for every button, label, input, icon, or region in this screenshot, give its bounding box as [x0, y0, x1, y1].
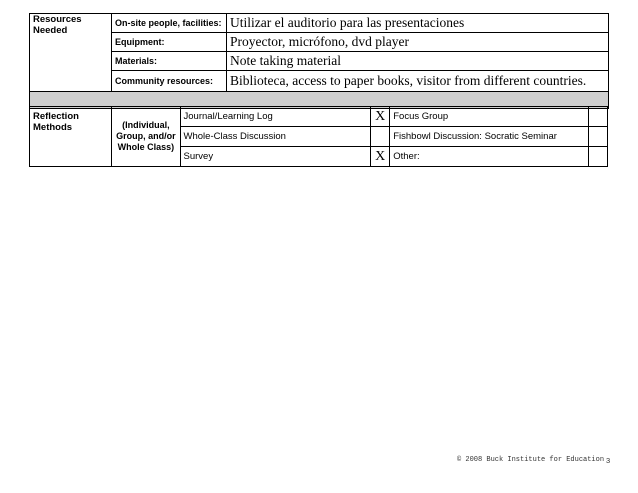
option-survey: Survey — [180, 147, 371, 167]
checkbox-survey[interactable]: X — [371, 147, 390, 167]
option-fishbowl: Fishbowl Discussion: Socratic Seminar — [390, 127, 589, 147]
reflection-heading: Reflection Methods — [30, 107, 112, 167]
resources-table — [29, 13, 609, 109]
resources-value-onsite: Utilizar el auditorio para las presentaciones — [227, 14, 609, 33]
option-journal: Journal/Learning Log — [180, 107, 371, 127]
resources-label-onsite: On-site people, facilities: — [112, 14, 227, 33]
resources-label-community: Community resources: — [112, 71, 227, 92]
resources-heading: Resources Needed — [30, 14, 112, 92]
checkbox-journal[interactable]: X — [371, 107, 390, 127]
resources-value-materials: Note taking material — [227, 52, 609, 71]
page-number: 3 — [606, 456, 611, 465]
checkbox-whole-class[interactable] — [371, 127, 390, 147]
option-whole-class: Whole-Class Discussion — [180, 127, 371, 147]
reflection-sublabel: (Individual, Group, and/or Whole Class) — [112, 107, 180, 167]
resources-label-materials: Materials: — [112, 52, 227, 71]
resources-value-community: Biblioteca, access to paper books, visitor from different countries. — [227, 71, 609, 92]
resources-label-equipment: Equipment: — [112, 33, 227, 52]
footer-copyright: © 2008 Buck Institute for Education — [457, 456, 605, 464]
reflection-table — [29, 106, 608, 167]
option-focus-group: Focus Group — [390, 107, 589, 127]
checkbox-focus-group[interactable] — [588, 107, 607, 127]
resources-value-equipment: Proyector, micrófono, dvd player — [227, 33, 609, 52]
checkbox-other[interactable] — [588, 147, 607, 167]
checkbox-fishbowl[interactable] — [588, 127, 607, 147]
option-other: Other: — [390, 147, 589, 167]
